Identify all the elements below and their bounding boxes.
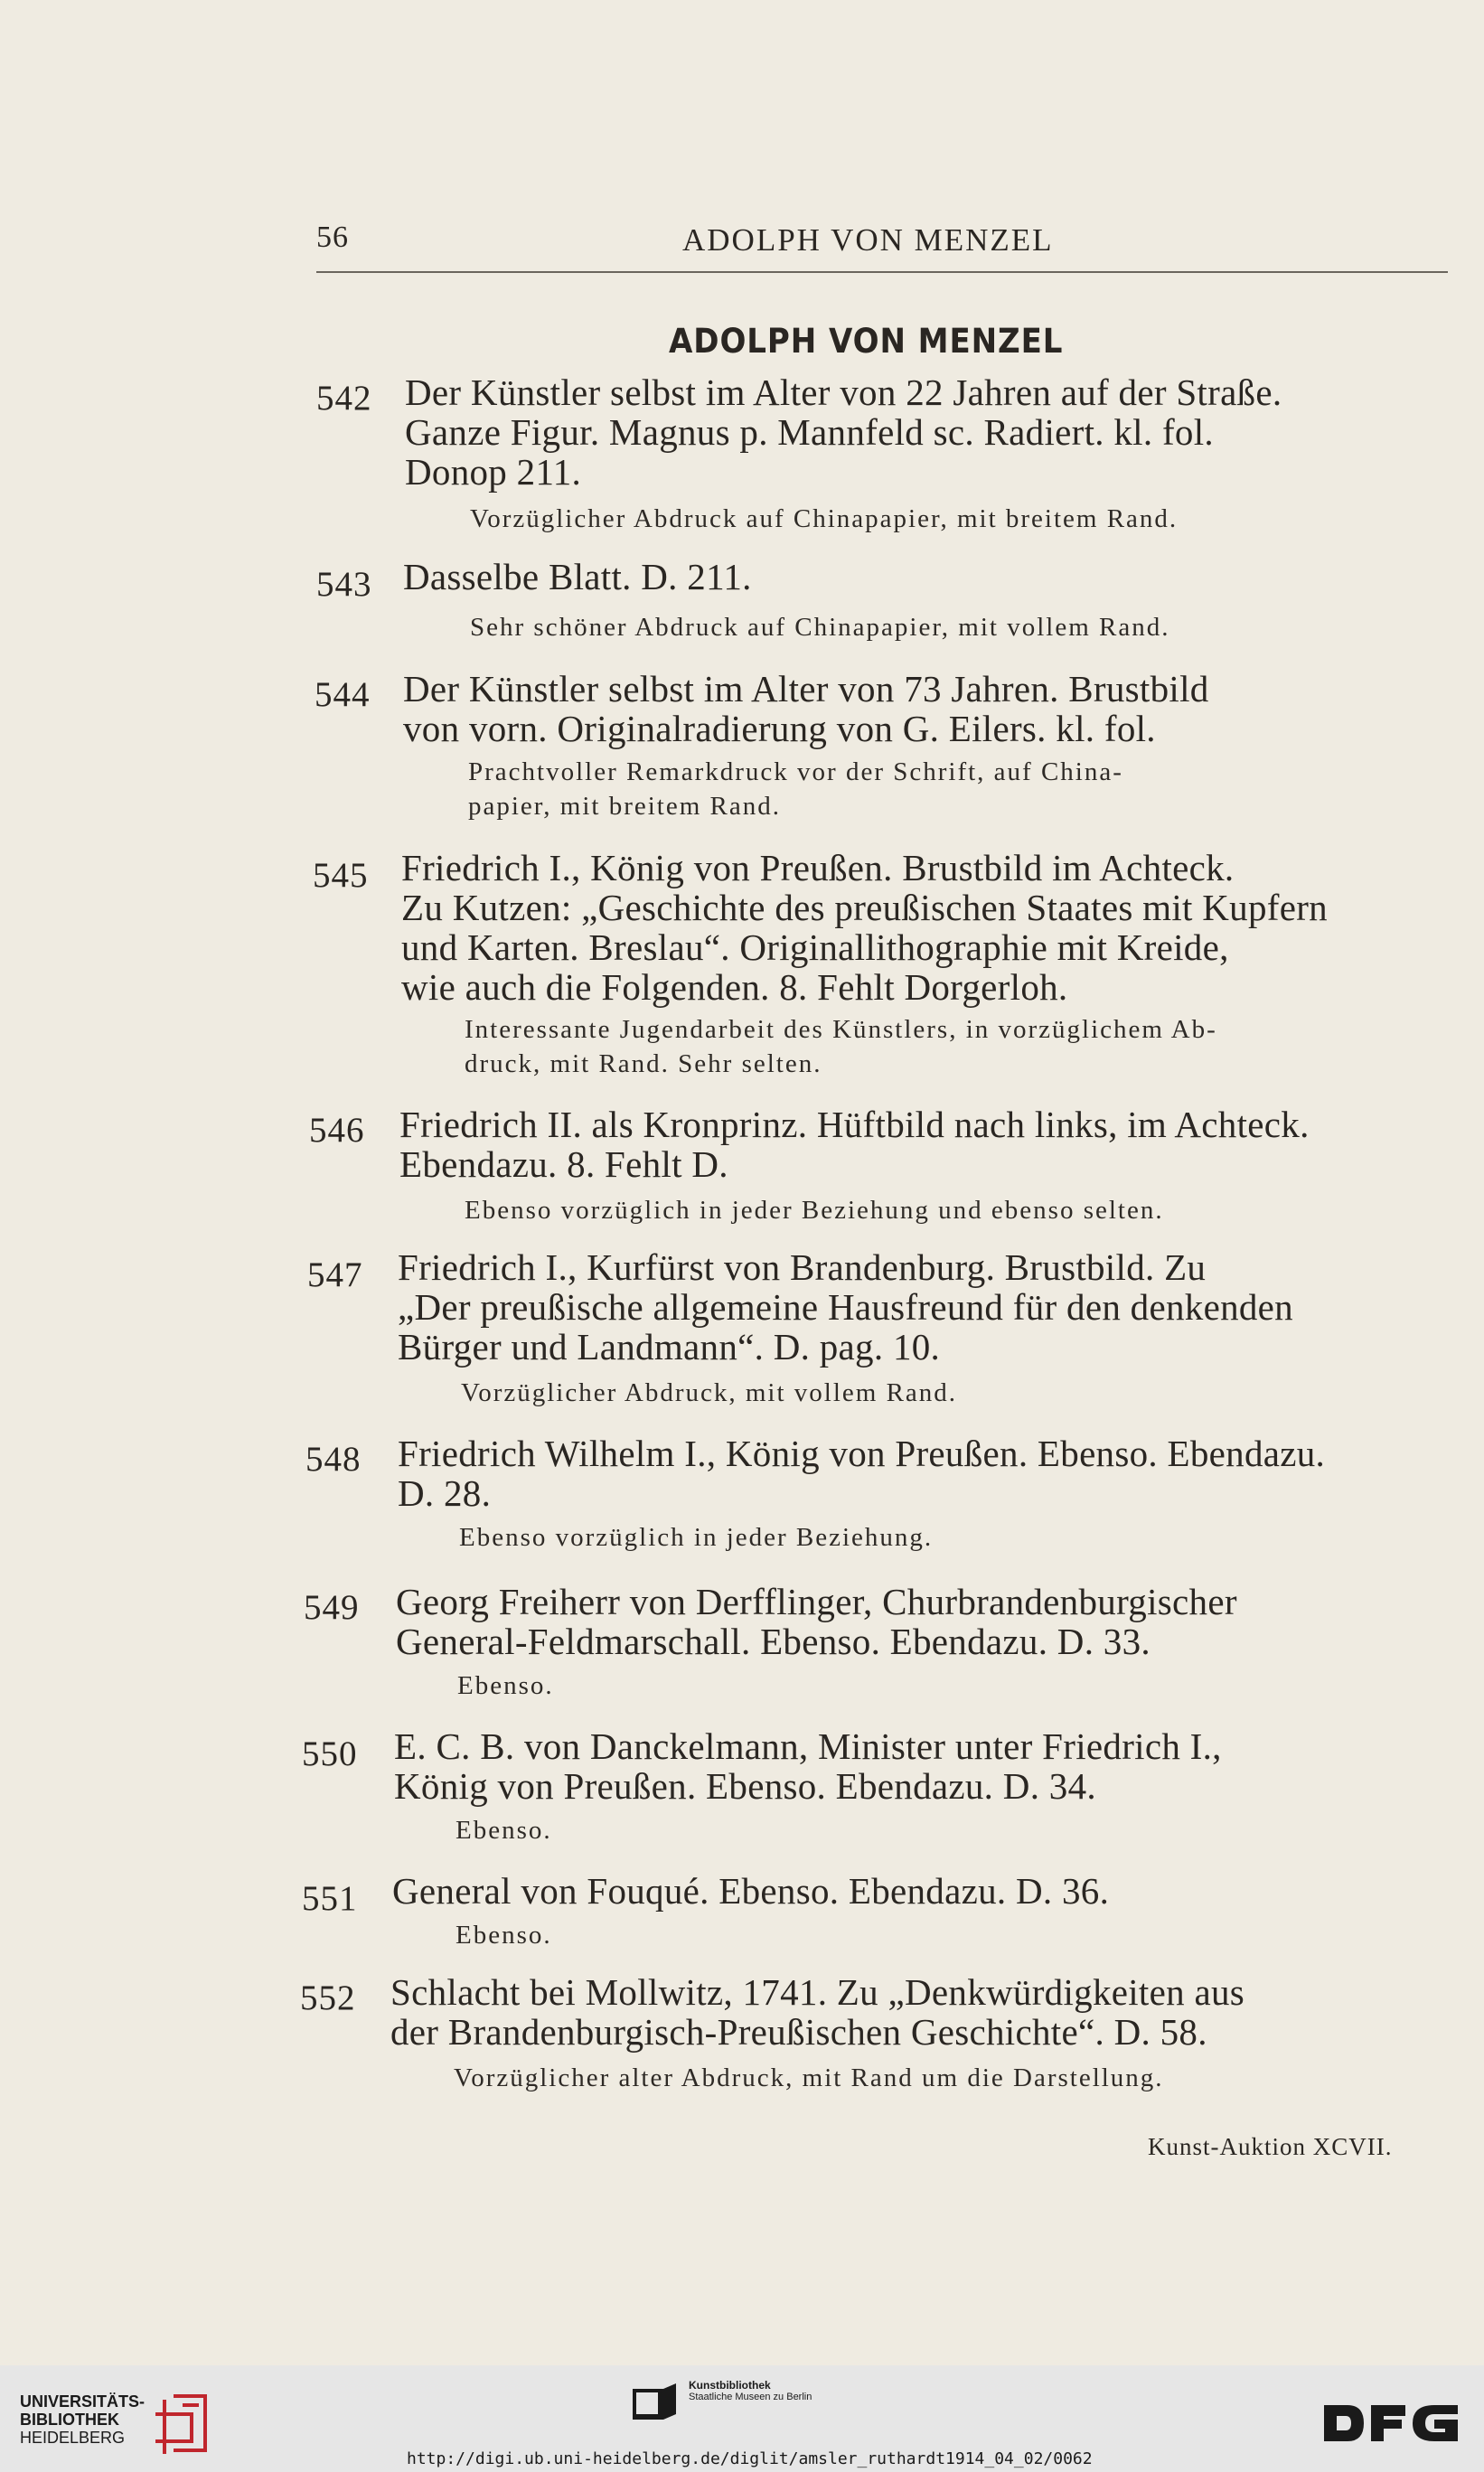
lot-note: Interessante Jugendarbeit des Künstlers, in vorzüglichem Ab- druck, mit Rand. Sehr selten. <box>465 1015 1217 1078</box>
lot-description: Schlacht bei Mollwitz, 1741. Zu „Denkwürdigkeiten aus der Brandenburgisch-Preußischen Geschichte“. D. 58. <box>390 1971 1245 2053</box>
page-number: 56 <box>316 221 349 254</box>
lot-note: Sehr schöner Abdruck auf Chinapapier, mit vollem Rand. <box>470 613 1170 642</box>
lot-number: 551 <box>302 1879 358 1918</box>
lot-description: Dasselbe Blatt. D. 211. <box>403 556 752 597</box>
running-head <box>316 221 1448 257</box>
kunstbibliothek-logo-icon[interactable] <box>633 2383 678 2425</box>
ub-heidelberg-text <box>20 2392 145 2447</box>
kunstbibliothek-text <box>689 2379 812 2402</box>
lot-description: Der Künstler selbst im Alter von 22 Jahren auf der Straße. Ganze Figur. Magnus p. Mannfeld sc. Radiert. kl. fol. Donop 211. <box>405 371 1282 493</box>
lot-note: Vorzüglicher Abdruck, mit vollem Rand. <box>461 1378 958 1407</box>
lot-number: 545 <box>313 856 369 895</box>
lot-number: 547 <box>307 1255 363 1294</box>
lot-number: 542 <box>316 379 372 418</box>
lot-number: 552 <box>300 1979 356 2017</box>
lot-note: Ebenso. <box>457 1671 554 1700</box>
lot-note: Vorzüglicher alter Abdruck, mit Rand um die Darstellung. <box>454 2063 1164 2092</box>
lot-number: 546 <box>309 1111 365 1150</box>
lot-description: Friedrich Wilhelm I., König von Preußen. Ebenso. Ebendazu. D. 28. <box>398 1433 1326 1514</box>
ub-mark-icon <box>155 2396 205 2454</box>
header-rule <box>316 271 1448 273</box>
section-title: ADOLPH VON MENZEL <box>669 322 1064 361</box>
lot-note: Vorzüglicher Abdruck auf Chinapapier, mit breitem Rand. <box>470 504 1179 533</box>
kb-subtitle: Staatliche Museen zu Berlin <box>689 2392 812 2402</box>
lot-description: Friedrich II. als Kronprinz. Hüftbild nach links, im Achteck. Ebendazu. 8. Fehlt D. <box>399 1104 1310 1185</box>
running-title: ADOLPH VON MENZEL <box>682 222 1054 258</box>
lot-description: Friedrich I., Kurfürst von Brandenburg. Brustbild. Zu „Der preußische allgemeine Hausfreund für den denkenden Bürger und Landmann“. D. pag. 10. <box>398 1246 1293 1368</box>
lot-description: E. C. B. von Danckelmann, Minister unter Friedrich I., König von Preußen. Ebenso. Ebendazu. D. 34. <box>394 1725 1222 1807</box>
signature-mark: Kunst-Auktion XCVII. <box>1148 2133 1393 2160</box>
ub-library-lines: UNIVERSITÄTS- BIBLIOTHEK <box>20 2392 146 2429</box>
dfg-logo[interactable] <box>1322 2400 1460 2447</box>
lot-number: 550 <box>302 1734 358 1773</box>
lot-number: 543 <box>316 565 372 604</box>
kb-title: Kunstbibliothek <box>689 2379 771 2392</box>
permalink-url[interactable]: http://digi.ub.uni-heidelberg.de/diglit/amsler_ruthardt1914_04_02/0062 <box>407 2449 1093 2468</box>
lot-note: Ebenso. <box>456 1921 552 1950</box>
lot-description: Der Künstler selbst im Alter von 73 Jahren. Brustbild von vorn. Originalradierung von G. Eilers. kl. fol. <box>403 668 1209 749</box>
lot-note: Ebenso vorzüglich in jeder Beziehung und ebenso selten. <box>465 1196 1164 1225</box>
ub-library-city: HEIDELBERG <box>20 2429 126 2447</box>
lot-number: 549 <box>304 1588 360 1627</box>
lot-note: Ebenso vorzüglich in jeder Beziehung. <box>459 1523 934 1552</box>
lot-number: 544 <box>315 675 371 714</box>
lot-description: General von Fouqué. Ebenso. Ebendazu. D. 36. <box>392 1870 1110 1912</box>
lot-note: Ebenso. <box>456 1816 552 1845</box>
lot-description: Friedrich I., König von Preußen. Brustbild im Achteck. Zu Kutzen: „Geschichte des preußischen Staates mit Kupfern und Karten. Breslau“. Originallithographie mit Kreide, wie auch die Folgenden. 8. Fehlt Dorgerloh. <box>401 847 1328 1008</box>
lot-description: Georg Freiherr von Derfflinger, Churbrandenburgischer General-Feldmarschall. Ebenso. Ebendazu. D. 33. <box>396 1581 1237 1662</box>
lot-note: Prachtvoller Remarkdruck vor der Schrift, auf China- papier, mit breitem Rand. <box>468 757 1123 821</box>
lot-number: 548 <box>305 1440 362 1479</box>
